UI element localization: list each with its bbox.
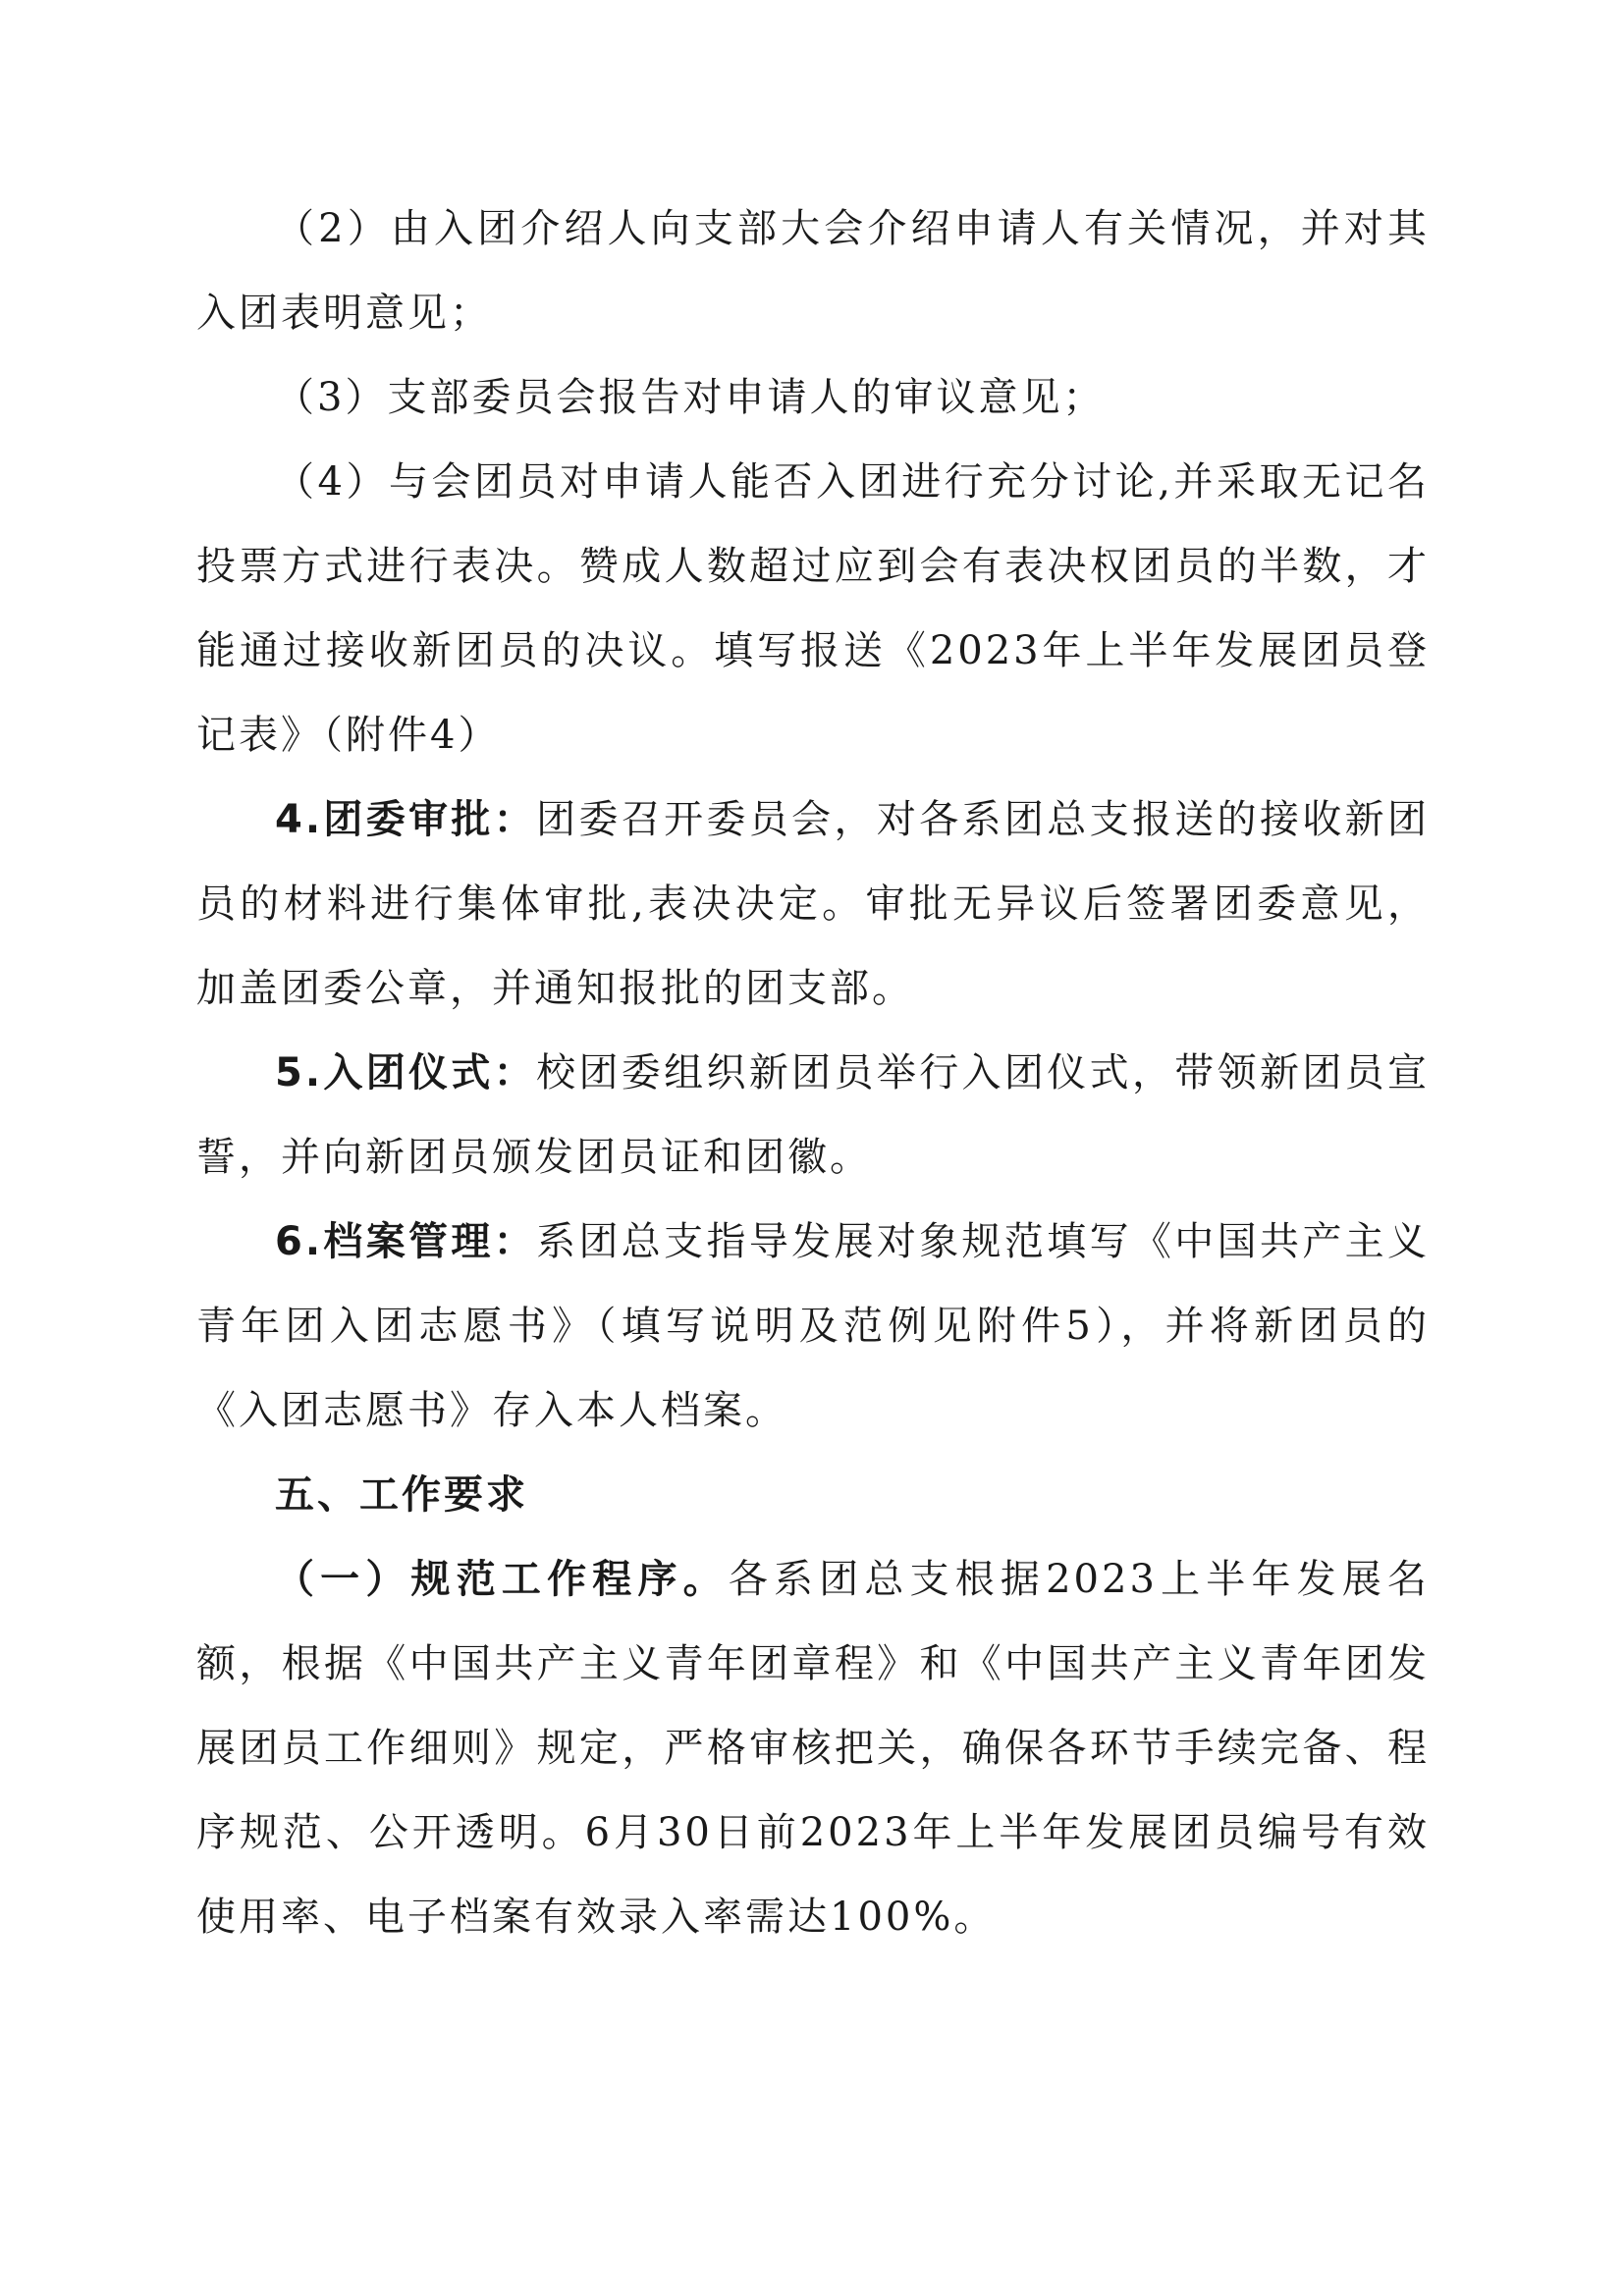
paragraph-lead: （一）规范工作程序。 bbox=[275, 1557, 729, 1602]
paragraph-ceremony bbox=[196, 1031, 1430, 1200]
paragraph-text: （4）与会团员对申请人能否入团进行充分讨论,并采取无记名投票方式进行表决。赞成人数超过应到会有表决权团员的半数，才能通过接收新团员的决议。填写报送《2023年上半年发展团员登记表》（附件4） bbox=[196, 459, 1430, 758]
paragraph-approval bbox=[196, 777, 1430, 1031]
paragraph-archive bbox=[196, 1200, 1430, 1453]
paragraph-text: （2）由入团介绍人向支部大会介绍申请人有关情况，并对其入团表明意见； bbox=[196, 206, 1430, 336]
paragraph-text: 团委召开委员会，对各系团总支报送的接收新团员的材料进行集体审批,表决决定。审批无异议后签署团委意见，加盖团委公章，并通知报批的团支部。 bbox=[196, 797, 1431, 1011]
document-body bbox=[196, 187, 1430, 1959]
paragraph-lead: 4.团委审批： bbox=[275, 797, 537, 842]
paragraph-lead: 6.档案管理： bbox=[275, 1219, 537, 1264]
paragraph-requirement bbox=[196, 1537, 1430, 1959]
paragraph-step-4 bbox=[196, 440, 1430, 777]
paragraph-text: 校团委组织新团员举行入团仪式，带领新团员宣誓，并向新团员颁发团员证和团徽。 bbox=[196, 1050, 1431, 1180]
paragraph-step-2 bbox=[196, 187, 1430, 355]
paragraph-text: 各系团总支根据2023上半年发展名额，根据《中国共产主义青年团章程》和《中国共产主义青年团发展团员工作细则》规定，严格审核把关，确保各环节手续完备、程序规范、公开透明。6月30日前2023年上半年发展团员编号有效使用率、电子档案有效录入率需达100%。 bbox=[196, 1557, 1431, 1940]
section-heading: 五、工作要求 bbox=[275, 1472, 528, 1518]
paragraph-text: 系团总支指导发展对象规范填写《中国共产主义青年团入团志愿书》（填写说明及范例见附件5），并将新团员的《入团志愿书》存入本人档案。 bbox=[196, 1219, 1431, 1433]
paragraph-step-3 bbox=[196, 355, 1430, 440]
paragraph-lead: 5.入团仪式： bbox=[275, 1050, 537, 1095]
paragraph-text: （3）支部委员会报告对申请人的审议意见； bbox=[275, 375, 1106, 420]
